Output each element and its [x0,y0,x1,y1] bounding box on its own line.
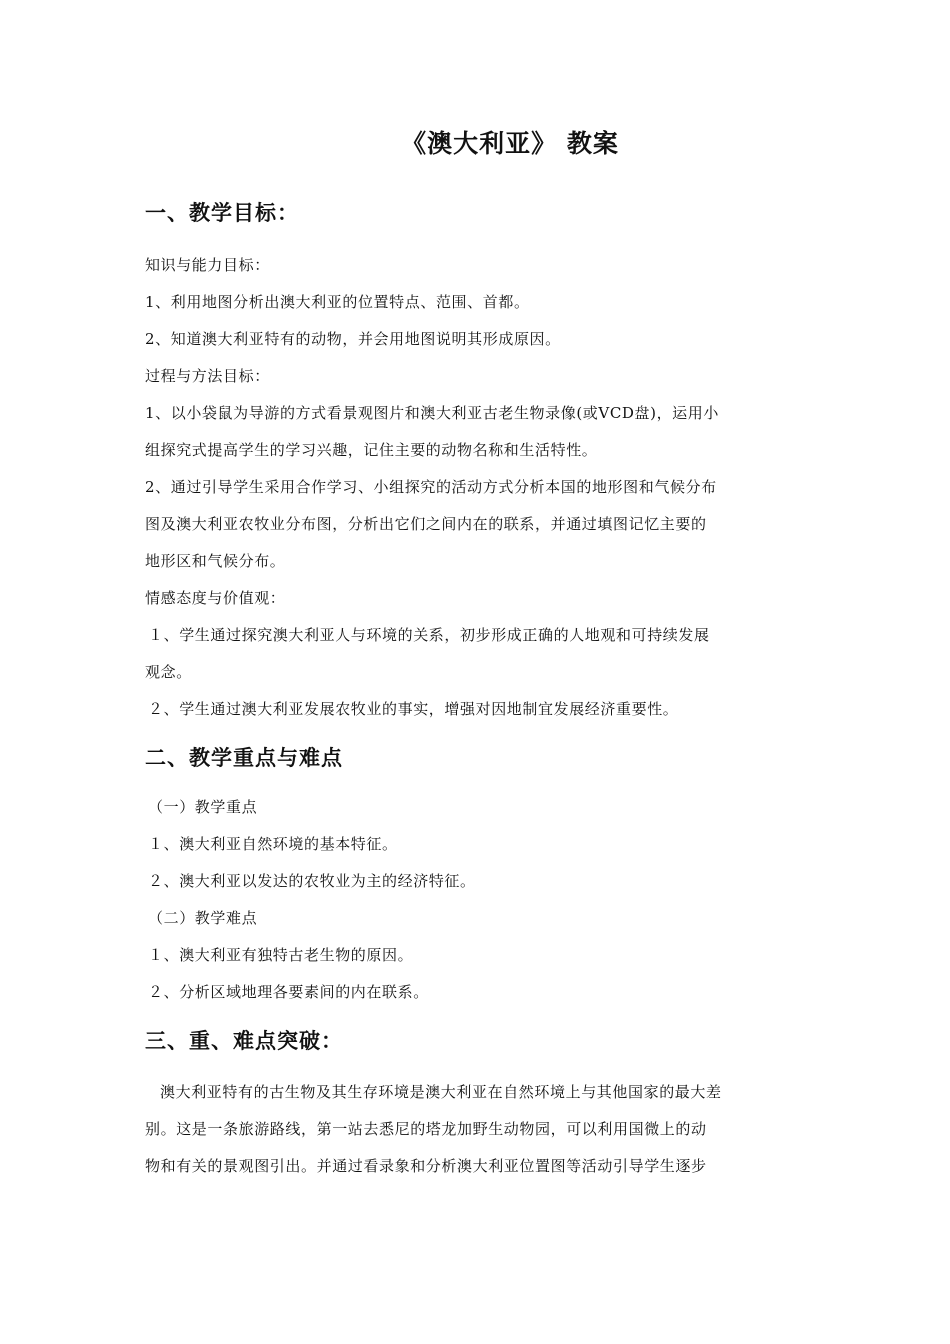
paragraph-line: 2、通过引导学生采用合作学习、小组探究的活动方式分析本国的地形图和气候分布 [145,478,717,496]
section-heading-objectives: 一、教学目标： [145,201,299,225]
paragraph-line: （二）教学难点 [148,909,258,927]
paragraph-line: 澳大利亚特有的古生物及其生存环境是澳大利亚在自然环境上与其他国家的最大差 [160,1083,722,1101]
paragraph-line: 过程与方法目标： [145,367,270,385]
paragraph-line: 知识与能力目标： [145,256,270,274]
section-heading-key-points: 二、教学重点与难点 [145,746,343,770]
paragraph-line: 情感态度与价值观： [145,589,286,607]
paragraph-line: ２、学生通过澳大利亚发展农牧业的事实，增强对因地制宜发展经济重要性。 [148,700,679,718]
paragraph-line: 地形区和气候分布。 [145,552,286,570]
paragraph-line: ２、分析区域地理各要素间的内在联系。 [148,983,429,1001]
paragraph-line: １、澳大利亚有独特古老生物的原因。 [148,946,414,964]
paragraph-line: 别。这是一条旅游路线，第一站去悉尼的塔龙加野生动物园，可以利用国微上的动 [145,1120,707,1138]
paragraph-line: 1、利用地图分析出澳大利亚的位置特点、范围、首都。 [145,293,530,311]
paragraph-line: ２、澳大利亚以发达的农牧业为主的经济特征。 [148,872,476,890]
paragraph-line: 观念。 [145,663,192,681]
paragraph-line: 组探究式提高学生的学习兴趣，记住主要的动物名称和生活特性。 [145,441,598,459]
paragraph-line: １、学生通过探究澳大利亚人与环境的关系，初步形成正确的人地观和可持续发展 [148,626,710,644]
paragraph-line: 1、以小袋鼠为导游的方式看景观图片和澳大利亚古老生物录像(或VCD盘)，运用小 [145,404,719,422]
paragraph-line: 物和有关的景观图引出。并通过看录象和分析澳大利亚位置图等活动引导学生逐步 [145,1157,707,1175]
section-heading-breakthrough: 三、重、难点突破： [145,1029,343,1053]
paragraph-line: 图及澳大利亚农牧业分布图，分析出它们之间内在的联系，并通过填图记忆主要的 [145,515,707,533]
paragraph-line: １、澳大利亚自然环境的基本特征。 [148,835,398,853]
paragraph-line: 2、知道澳大利亚特有的动物，并会用地图说明其形成原因。 [145,330,561,348]
paragraph-line: （一）教学重点 [148,798,258,816]
document-title: 《澳大利亚》 教案 [401,129,619,158]
